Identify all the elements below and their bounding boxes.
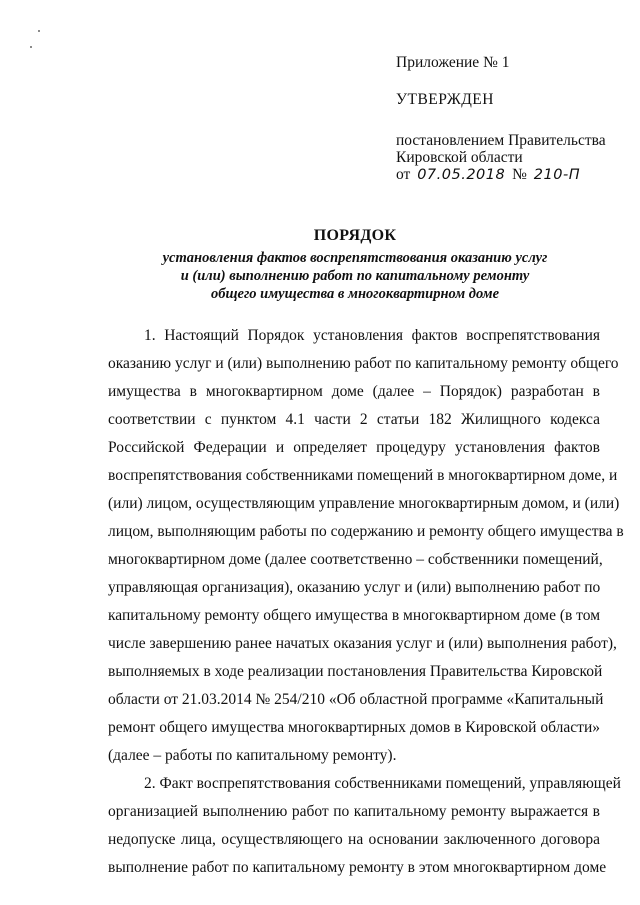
body-line: выполняемых в ходе реализации постановления Правительства Кировской [108, 663, 603, 680]
body-line: выполнение работ по капитальному ремонту в этом многоквартирном доме [108, 859, 607, 876]
body-line: лицом, выполняющим работы по содержанию и ремонту общего имущества в [108, 523, 624, 540]
body-line: организацией выполнению работ по капитальному ремонту выражается в [108, 803, 600, 820]
date-prefix: от [396, 166, 411, 183]
handwritten-number: 210-П [533, 167, 581, 183]
decree-line: постановлением Правительства [396, 132, 606, 149]
approved-label: УТВЕРЖДЕН [396, 91, 494, 108]
body-line: имущества в многоквартирном доме (далее – Порядок) разработан в [108, 383, 600, 400]
handwritten-date: 07.05.2018 [417, 167, 506, 183]
body-line: (далее – работы по капитальному ремонту). [108, 747, 397, 764]
appendix-label: Приложение № 1 [396, 54, 510, 71]
document-subtitle [110, 249, 600, 303]
body-line: воспрепятствования собственниками помещений в многоквартирном доме, и [108, 467, 618, 484]
body-line: многоквартирном доме (далее соответственно – собственники помещений, [108, 551, 603, 568]
body-line: соответствии с пунктом 4.1 части 2 статьи 182 Жилищного кодекса [108, 411, 600, 428]
document-body [108, 322, 624, 882]
body-line: оказанию услуг и (или) выполнению работ по капитальному ремонту общего [108, 355, 619, 372]
subtitle-line: и (или) выполнению работ по капитальному ремонту [180, 268, 530, 284]
scan-speck [30, 46, 32, 48]
body-line: недопуске лица, осуществляющего на основании заключенного договора [108, 831, 600, 848]
body-line: 1. Настоящий Порядок установления фактов воспрепятствования [144, 327, 600, 344]
body-line: 2. Факт воспрепятствования собственниками помещений, управляющей [144, 775, 621, 792]
body-line: области от 21.03.2014 № 254/210 «Об областной программе «Капитальный [108, 691, 604, 708]
body-line: Российской Федерации и определяет процедуру установления фактов [108, 439, 600, 456]
body-line: числе завершению ранее начатых оказания услуг и (или) выполнения работ), [108, 635, 617, 652]
body-line: капитальному ремонту общего имущества в многоквартирном доме (в том [108, 607, 601, 624]
document-title: ПОРЯДОК [313, 227, 397, 244]
subtitle-line: общего имущества в многоквартирном доме [210, 286, 500, 302]
body-line: ремонт общего имущества многоквартирных домов в Кировской области» [108, 719, 600, 736]
decree-date-line [396, 166, 626, 184]
body-line: управляющая организация), оказанию услуг и (или) выполнению работ по [108, 579, 601, 596]
scan-speck [38, 30, 40, 32]
subtitle-line: установления фактов воспрепятствования оказанию услуг [162, 250, 548, 266]
decree-line: Кировской области [396, 149, 523, 166]
approval-block [396, 54, 626, 184]
body-line: (или) лицом, осуществляющим управление многоквартирным домом, и (или) [108, 495, 620, 512]
number-sign: № [512, 166, 527, 183]
